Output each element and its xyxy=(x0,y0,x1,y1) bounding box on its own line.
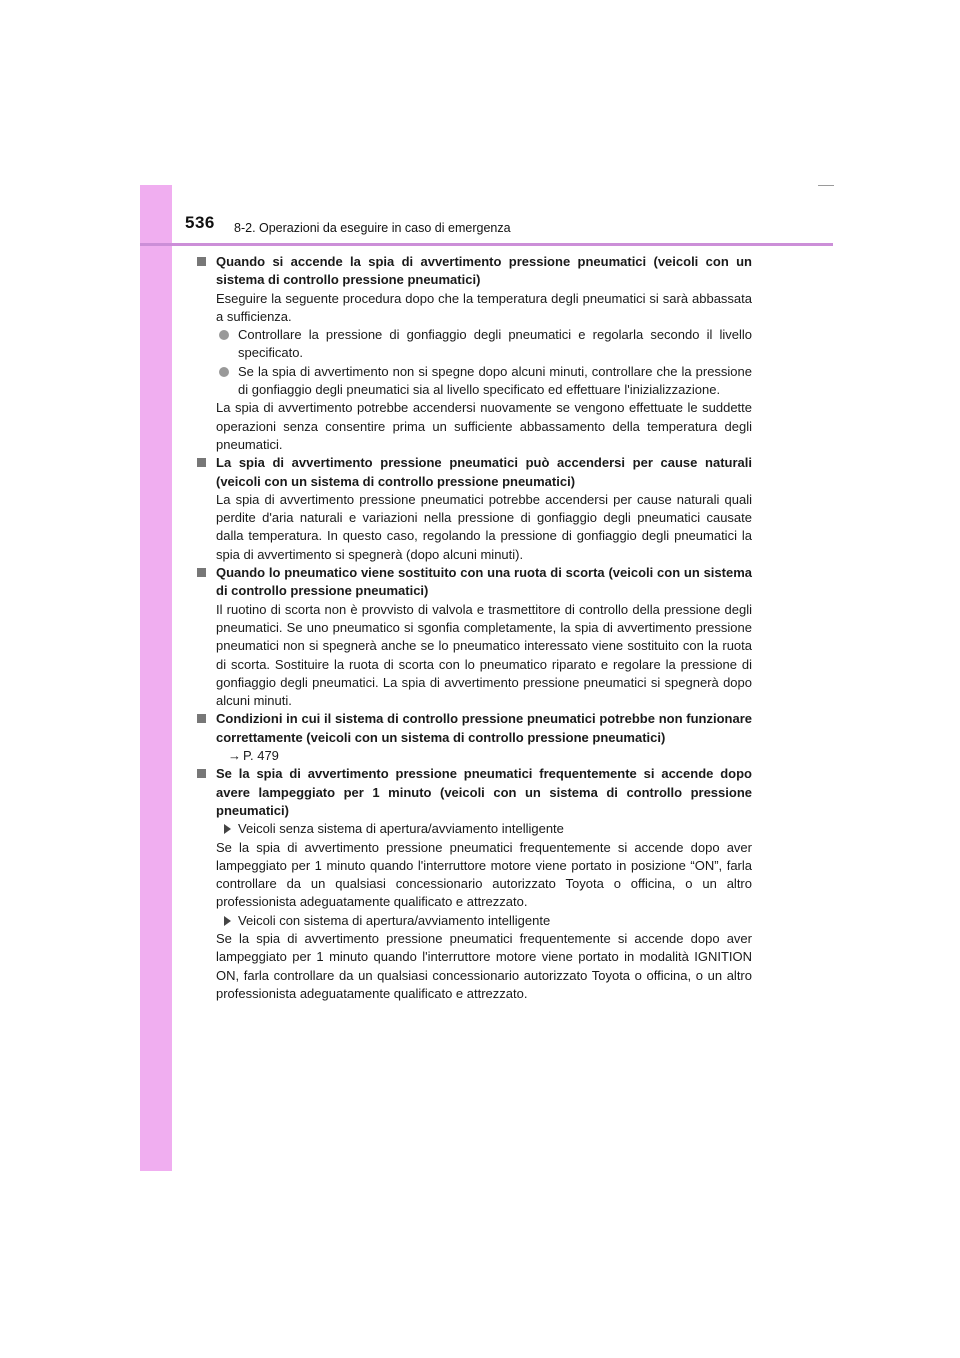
paragraph: Eseguire la seguente procedura dopo che la temperatura degli pneumatici si sarà abbassata a sufficienza. xyxy=(216,290,752,324)
paragraph: Se la spia di avvertimento pressione pneumatici frequentemente si accende dopo aver lampeggiato per 1 minuto quando l'interruttore motore viene portato in posizione “ON”, farla controllare da un qualsiasi concessionario autorizzato Toyota o officina, o un altro professionista adeguatamente qualificato e attrezzato. xyxy=(216,839,752,910)
circle-bullet-icon xyxy=(219,367,229,377)
square-bullet-icon xyxy=(197,769,206,778)
section-heading xyxy=(196,564,752,601)
paragraph: La spia di avvertimento pressione pneumatici potrebbe accendersi per cause naturali quali perdite d'aria naturali e variazioni nella pressione di gonfiaggio degli pneumatici causate dalla temperatura. In questo caso, regolando la pressione di gonfiaggio degli pneumatici la spia di avvertimento si spegnerà (dopo alcuni minuti). xyxy=(216,491,752,562)
case-label xyxy=(196,820,752,838)
bullet-text: Controllare la pressione di gonfiaggio degli pneumatici e regolarla secondo il livello specificato. xyxy=(238,327,752,361)
section-heading xyxy=(196,253,752,290)
paragraph: Se la spia di avvertimento pressione pneumatici frequentemente si accende dopo aver lampeggiato per 1 minuto quando l'interruttore motore viene portato in modalità IGNITION ON, farla controllare da un qualsiasi concessionario autorizzato Toyota o officina, o un altro professionista adeguatamente qualificato e attrezzato. xyxy=(216,930,752,1001)
arrow-right-icon: → xyxy=(228,748,241,764)
heading-text: Se la spia di avvertimento pressione pneumatici frequentemente si accende dopo avere lampeggiato per 1 minuto (veicoli con un sistema di controllo pressione pneumatici) xyxy=(216,766,752,818)
crop-mark xyxy=(818,185,834,186)
page-content xyxy=(196,253,752,1003)
page-number: 536 xyxy=(185,213,215,232)
heading-text: Condizioni in cui il sistema di controllo pressione pneumatici potrebbe non funzionare correttamente (veicoli con un sistema di controllo pressione pneumatici) xyxy=(216,711,752,745)
square-bullet-icon xyxy=(197,568,206,577)
section-heading xyxy=(196,765,752,820)
paragraph: La spia di avvertimento potrebbe accendersi nuovamente se vengono effettuate le suddette operazioni senza consentire prima un sufficiente abbassamento della temperatura degli pneumatici. xyxy=(216,400,752,452)
case-label-text: Veicoli con sistema di apertura/avviamento intelligente xyxy=(238,912,551,928)
page-reference[interactable] xyxy=(196,747,752,765)
square-bullet-icon xyxy=(197,714,206,723)
section-heading xyxy=(196,454,752,491)
section-tab-bar xyxy=(140,185,172,1171)
section-heading xyxy=(196,710,752,747)
header-rule xyxy=(140,243,833,246)
bullet-item xyxy=(196,326,752,363)
heading-text: La spia di avvertimento pressione pneumatici può accendersi per cause naturali (veicoli con un sistema di controllo pressione pneumatici) xyxy=(216,455,752,489)
bullet-text: Se la spia di avvertimento non si spegne dopo alcuni minuti, controllare che la pressione di gonfiaggio degli pneumatici sia al livello specificato ed effettuare l'inizializzazione. xyxy=(238,363,752,398)
triangle-right-icon xyxy=(224,916,231,926)
triangle-right-icon xyxy=(224,824,231,834)
circle-bullet-icon xyxy=(219,330,229,340)
square-bullet-icon xyxy=(197,458,206,467)
section-title: 8-2. Operazioni da eseguire in caso di emergenza xyxy=(234,221,511,235)
heading-text: Quando lo pneumatico viene sostituito con una ruota di scorta (veicoli con un sistema di controllo pressione pneumatici) xyxy=(216,565,752,599)
case-label-text: Veicoli senza sistema di apertura/avviamento intelligente xyxy=(238,821,564,837)
page-reference-text: P. 479 xyxy=(243,748,279,764)
square-bullet-icon xyxy=(197,257,206,266)
case-label xyxy=(196,912,752,930)
paragraph: Il ruotino di scorta non è provvisto di valvola e trasmettitore di controllo della pressione degli pneumatici. Se uno pneumatico si sgonfia completamente, la spia di avvertimento pressione pneumatici non si spegnerà anche se lo pneumatico interessato viene sostituito con la ruota di scorta. Sostituire la ruota di scorta con lo pneumatico riparato e regolare la pressione di gonfiaggio degli pneumatici. La spia di avvertimento pressione pneumatici si spegnerà dopo alcuni minuti. xyxy=(216,601,752,709)
heading-text: Quando si accende la spia di avvertimento pressione pneumatici (veicoli con un sistema di controllo pressione pneumatici) xyxy=(216,254,752,288)
bullet-item xyxy=(196,363,752,400)
